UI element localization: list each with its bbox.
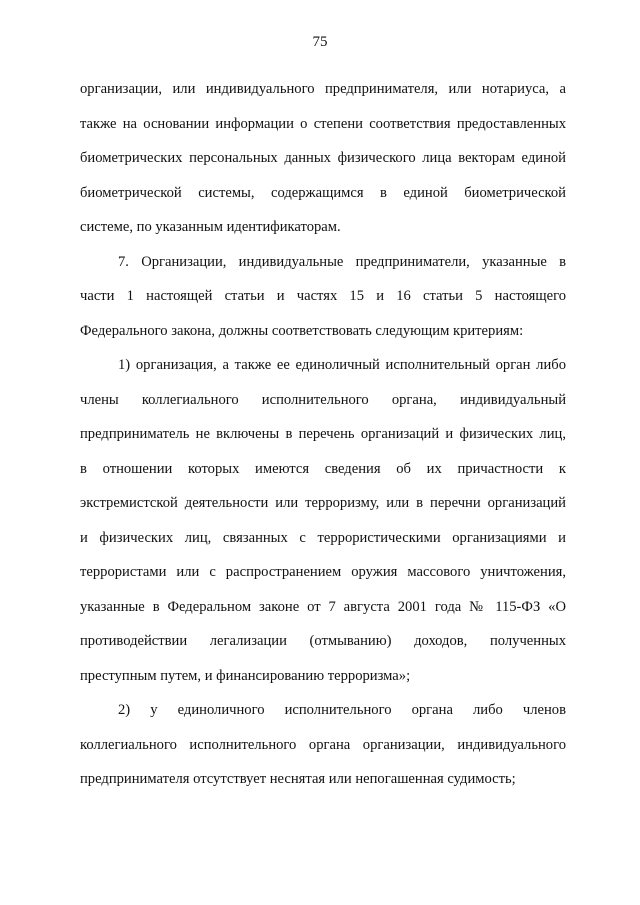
- text-line: и физических лиц, связанных с террористическими организациями и: [80, 529, 566, 546]
- text-line: биометрической системы, содержащимся в единой биометрической: [80, 184, 566, 201]
- text-line: Федерального закона, должны соответствовать следующим критериям:: [80, 322, 524, 339]
- text-line: биометрических персональных данных физического лица векторам единой: [80, 150, 566, 166]
- text-line: террористами или с распространением оружия массового уничтожения,: [80, 564, 566, 580]
- text-line: экстремистской деятельности или терроризму, или в перечни организаций: [80, 495, 566, 511]
- paragraph-start-line: 7. Организации, индивидуальные предприниматели, указанные в: [118, 253, 566, 270]
- text-line: в отношении которых имеются сведения об их причастности к: [80, 460, 566, 477]
- text-line: предприниматель не включены в перечень организаций и физических лиц,: [80, 426, 566, 442]
- text-line: члены коллегиального исполнительного органа, индивидуальный: [80, 391, 566, 408]
- text-line: части 1 настоящей статьи и частях 15 и 16 статьи 5 настоящего: [80, 288, 566, 304]
- page-number: 75: [312, 34, 328, 50]
- text-line: предпринимателя отсутствует неснятая или непогашенная судимость;: [80, 771, 516, 787]
- text-line: указанные в Федеральном законе от 7 августа 2001 года № 115-ФЗ «О: [80, 598, 566, 615]
- text-line: коллегиального исполнительного органа организации, индивидуального: [80, 736, 566, 753]
- document-body: [80, 72, 566, 797]
- text-line: организации, или индивидуального предпринимателя, или нотариуса, а: [80, 81, 566, 97]
- paragraph-start-line: 1) организация, а также ее единоличный исполнительный орган либо: [118, 357, 566, 373]
- text-line: преступным путем, и финансированию терроризма»;: [80, 667, 411, 684]
- text-line: противодействии легализации (отмыванию) доходов, полученных: [80, 633, 566, 649]
- text-line: также на основании информации о степени соответствия предоставленных: [80, 115, 566, 132]
- text-line: системе, по указанным идентификаторам.: [80, 219, 341, 235]
- paragraph-start-line: 2) у единоличного исполнительного органа либо членов: [118, 702, 566, 718]
